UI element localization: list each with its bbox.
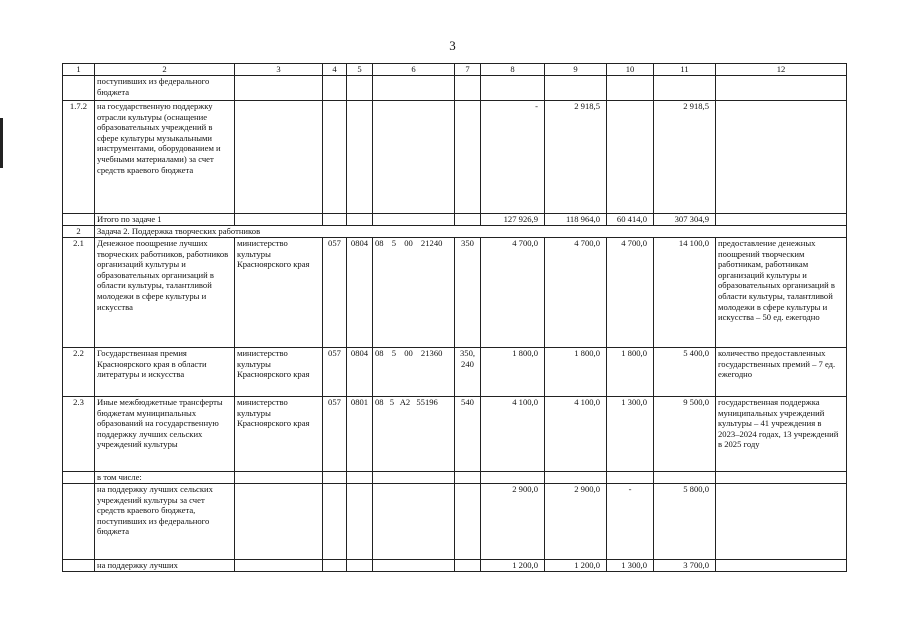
cell-value: 4 100,0 — [481, 397, 545, 472]
vr-code: 350, 240 — [455, 348, 481, 397]
cell-value: 2 900,0 — [481, 484, 545, 560]
cell-value: 2 918,5 — [545, 101, 607, 214]
cell-value: 1 300,0 — [607, 560, 654, 572]
table-row — [63, 397, 847, 472]
result-text: количество предоставленных государственных премий – 7 ед. ежегодно — [716, 348, 847, 397]
rzpr-code: 0804 — [347, 238, 373, 348]
cell-value: 60 414,0 — [607, 214, 654, 226]
col-header: 7 — [455, 64, 481, 76]
cell-value: - — [607, 484, 654, 560]
row-number: 2.3 — [63, 397, 95, 472]
cell-value: 14 100,0 — [654, 238, 716, 348]
task-title: Задача 2. Поддержка творческих работников — [95, 226, 847, 238]
budget-table — [62, 63, 847, 572]
result-text: предоставление денежных поощрений творческим работникам, работникам организаций культуры и образовательных организаций в области культуры, талантливой молодежи в сфере культуры и искусства – 50 ед. ежегодно — [716, 238, 847, 348]
cell-value: - — [481, 101, 545, 214]
total-row — [63, 214, 847, 226]
col-header: 3 — [235, 64, 323, 76]
vr-code: 540 — [455, 397, 481, 472]
row-name: на поддержку лучших сельских учреждений культуры за счет средств краевого бюджета, поступивших из федерального бюджета — [95, 484, 235, 560]
cell-value: 4 700,0 — [545, 238, 607, 348]
table-row — [63, 76, 847, 101]
csr-code: 08 5 00 21240 — [373, 238, 455, 348]
cell-value: 1 200,0 — [545, 560, 607, 572]
row-number: 2.2 — [63, 348, 95, 397]
cell-value: 4 700,0 — [481, 238, 545, 348]
vr-code: 350 — [455, 238, 481, 348]
cell-value: 4 700,0 — [607, 238, 654, 348]
executor: министерство культуры Красноярского края — [235, 348, 323, 397]
cell-value: 2 900,0 — [545, 484, 607, 560]
table-row — [63, 101, 847, 214]
scan-edge-mark — [0, 118, 3, 168]
row-name: в том числе: — [95, 472, 235, 484]
row-name: на государственную поддержку отрасли культуры (оснащение образовательных учреждений в сфере культуры музыкальными инструментами, оборудованием и учебными материалами) за счет средств краевого бюджета — [95, 101, 235, 214]
rzpr-code: 0804 — [347, 348, 373, 397]
cell-value: 5 800,0 — [654, 484, 716, 560]
grbs-code: 057 — [323, 348, 347, 397]
col-header: 2 — [95, 64, 235, 76]
col-header: 11 — [654, 64, 716, 76]
cell-value: 1 800,0 — [481, 348, 545, 397]
col-header: 10 — [607, 64, 654, 76]
cell-value: 1 800,0 — [545, 348, 607, 397]
cell-value: 9 500,0 — [654, 397, 716, 472]
table-row — [63, 472, 847, 484]
col-header: 8 — [481, 64, 545, 76]
table-row — [63, 560, 847, 572]
cell-value — [607, 101, 654, 214]
cell-value: 307 304,9 — [654, 214, 716, 226]
row-name: Итого по задаче 1 — [95, 214, 235, 226]
row-name: Иные межбюджетные трансферты бюджетам муниципальных образований на государственную поддержку лучших сельских учреждений культуры — [95, 397, 235, 472]
col-header: 5 — [347, 64, 373, 76]
cell-value: 118 964,0 — [545, 214, 607, 226]
task-row — [63, 226, 847, 238]
row-number: 2.1 — [63, 238, 95, 348]
col-header: 9 — [545, 64, 607, 76]
col-header: 6 — [373, 64, 455, 76]
table-row — [63, 484, 847, 560]
table-row — [63, 348, 847, 397]
cell-value: 1 800,0 — [607, 348, 654, 397]
page-number: 3 — [449, 38, 456, 53]
row-name: Государственная премия Красноярского края в области литературы и искусства — [95, 348, 235, 397]
csr-code: 08 5 A2 55196 — [373, 397, 455, 472]
header-row — [63, 64, 847, 76]
cell-value: 3 700,0 — [654, 560, 716, 572]
result-text: государственная поддержка муниципальных учреждений культуры – 41 учреждения в 2023–2024 годах, 13 учреждений в 2025 году — [716, 397, 847, 472]
row-name: Денежное поощрение лучших творческих работников, работников организаций культуры и образовательных организаций в области культуры, талантливой молодежи в сфере культуры и искусства — [95, 238, 235, 348]
row-name: на поддержку лучших — [95, 560, 235, 572]
executor: министерство культуры Красноярского края — [235, 238, 323, 348]
col-header: 4 — [323, 64, 347, 76]
col-header: 1 — [63, 64, 95, 76]
cell-value: 1 200,0 — [481, 560, 545, 572]
cell-value: 2 918,5 — [654, 101, 716, 214]
col-header: 12 — [716, 64, 847, 76]
csr-code: 08 5 00 21360 — [373, 348, 455, 397]
row-number: 1.7.2 — [63, 101, 95, 214]
cell-value: 5 400,0 — [654, 348, 716, 397]
cell-value: 1 300,0 — [607, 397, 654, 472]
row-name: поступивших из федерального бюджета — [95, 76, 235, 101]
grbs-code: 057 — [323, 397, 347, 472]
table-row — [63, 238, 847, 348]
executor: министерство культуры Красноярского края — [235, 397, 323, 472]
grbs-code: 057 — [323, 238, 347, 348]
row-number: 2 — [63, 226, 95, 238]
rzpr-code: 0801 — [347, 397, 373, 472]
cell-value: 127 926,9 — [481, 214, 545, 226]
cell-value: 4 100,0 — [545, 397, 607, 472]
